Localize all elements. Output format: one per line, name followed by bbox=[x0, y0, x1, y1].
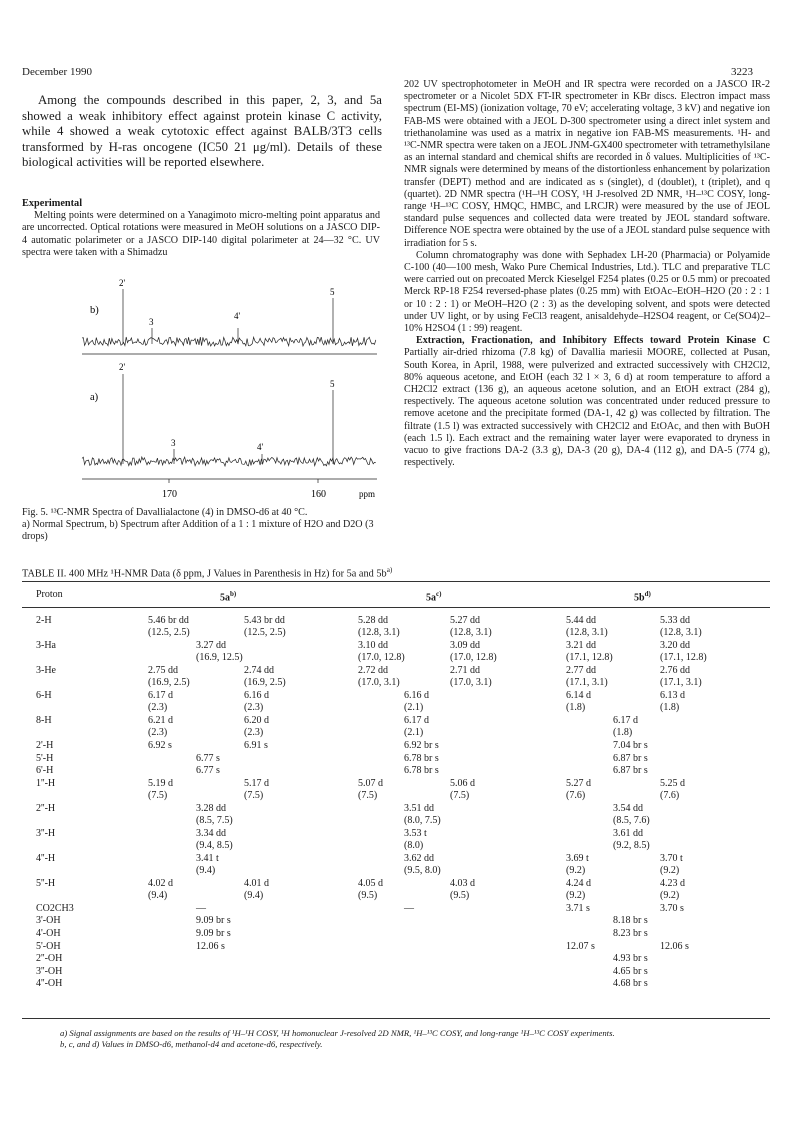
intro-text: Among the compounds described in this paper, 2, 3, and 5a showed a weak inhibitory effect against protein kinase C activity, while 4 showed a weak cytotoxic effect against BALB/3T3 cells transformed by H-ras oncogene (IC50 21 μg/ml). Details of these biological activities will be reported elsewhere. bbox=[22, 93, 382, 170]
shift-value: 3.53 t bbox=[404, 827, 427, 839]
shift-value: — bbox=[196, 902, 206, 914]
table-cell bbox=[148, 740, 172, 752]
shift-value: 2.74 dd bbox=[244, 665, 274, 676]
shift-value: 4.68 br s bbox=[613, 978, 648, 990]
coupling-constant: (12.5, 2.5) bbox=[244, 626, 286, 638]
shift-value: 6.77 s bbox=[196, 752, 220, 764]
table-cell bbox=[613, 978, 648, 990]
shift-value: — bbox=[404, 902, 414, 914]
table-header-rule bbox=[22, 607, 770, 608]
shift-value: 3.70 s bbox=[660, 902, 684, 914]
table-cell bbox=[660, 665, 702, 689]
table-cell bbox=[196, 903, 206, 915]
row-label: CO2CH3 bbox=[36, 902, 74, 914]
shift-value: 5.44 dd bbox=[566, 615, 596, 626]
coupling-constant: (12.5, 2.5) bbox=[148, 626, 190, 638]
column-header-5a-dmso bbox=[220, 589, 236, 604]
column-header-5a-dmso-text: 5a bbox=[220, 592, 230, 604]
running-header-date: December 1990 bbox=[22, 66, 92, 78]
shift-value: 6.78 br s bbox=[404, 765, 439, 777]
coupling-constant: (2.1) bbox=[404, 726, 424, 738]
coupling-constant: (7.5) bbox=[148, 789, 168, 801]
table-cell bbox=[613, 953, 648, 965]
shift-value: 6.14 d bbox=[566, 690, 591, 701]
coupling-constant: (9.2) bbox=[566, 864, 586, 876]
intro-paragraph bbox=[22, 93, 382, 171]
table-cell bbox=[196, 765, 220, 777]
row-label: 5''-H bbox=[36, 877, 56, 889]
coupling-constant: (1.8) bbox=[566, 701, 586, 713]
table-cell bbox=[404, 753, 439, 765]
peak-label-a-3: 3 bbox=[171, 438, 176, 448]
shift-value: 3.61 dd bbox=[613, 827, 643, 839]
row-label: 4''-OH bbox=[36, 978, 63, 990]
shift-value: 2.71 dd bbox=[450, 665, 480, 676]
extraction-heading: Extraction, Fractionation, and Inhibitory Effects toward Protein Kinase C bbox=[416, 335, 770, 347]
column-header-5b-acetone-mark: d) bbox=[644, 590, 651, 598]
table-cell bbox=[613, 715, 638, 739]
caption-line-2: a) Normal Spectrum, b) Spectrum after Addition of a 1 : 1 mixture of H2O and D2O (3 drops) bbox=[22, 519, 374, 543]
column-header-5b-acetone bbox=[634, 589, 651, 604]
shift-value: 5.27 d bbox=[566, 777, 591, 789]
table-cell bbox=[660, 615, 702, 639]
table-cell bbox=[244, 878, 269, 902]
table-cell bbox=[244, 615, 286, 639]
table-cell bbox=[196, 928, 231, 940]
shift-value: 5.33 dd bbox=[660, 615, 690, 626]
experimental-section bbox=[22, 198, 380, 259]
right-column-text bbox=[404, 79, 770, 470]
shift-value: 12.06 s bbox=[660, 940, 689, 952]
shift-value: 12.06 s bbox=[196, 940, 225, 952]
table-bottom-rule bbox=[22, 1018, 770, 1019]
coupling-constant: (9.4, 8.5) bbox=[196, 839, 233, 851]
table-cell bbox=[450, 665, 492, 689]
shift-value: 2.72 dd bbox=[358, 665, 388, 676]
coupling-constant: (9.2) bbox=[660, 864, 680, 876]
table-cell bbox=[196, 828, 233, 852]
shift-value: 6.17 d bbox=[148, 690, 173, 701]
shift-value: 5.17 d bbox=[244, 777, 269, 789]
shift-value: 6.92 s bbox=[148, 740, 172, 751]
shift-value: 4.05 d bbox=[358, 877, 383, 889]
shift-value: 3.51 dd bbox=[404, 802, 434, 814]
coupling-constant: (9.5) bbox=[358, 889, 378, 901]
experimental-paragraph-2: 202 UV spectrophotometer in MeOH and IR spectra were recorded on a JASCO IR-2 spectrometer or a Nicolet 5DX FT-IR spectrometer in KBr discs. Electron impact mass spectrum (EI-MS) (ionization voltage, 70 eV; accelerating voltage, 3 kV) and negative ion FAB-MS were obtained with a JEOL D-300 spectrometer using a direct inlet system and triethanolamine was used as a matrix in negative ion FAB-MS measurements. ¹H- and ¹³C-NMR spectra were taken on a JEOL JNM-GX400 spectrometer with tetramethylsilane as an internal standard and chemical shifts are recorded in δ values. Multiplicities of ¹³C-NMR signals were determined by means of the distortionless enhancement by polarization transfer (DEPT) method and are indicated as s (singlet), d (doublet), t (triplet), and q (quartet). 2D NMR spectra (¹H–¹H COSY, ¹H J-resolved 2D NMR, ¹H–¹³C COSY, long-range ¹H–¹³C COSY, HMQC, HMBC, and LRCJR) were measured by the use of JEOL standard pulse sequences and collected data were treated by JEOL standard software. Difference NOE spectra were obtained by the use of a JEOL standard pulse sequence with irradiation for 5 s. bbox=[404, 79, 770, 249]
shift-value: 3.41 t bbox=[196, 852, 219, 864]
peak-label-a-4prime: 4' bbox=[257, 442, 264, 452]
panel-b-label: b) bbox=[90, 305, 99, 316]
shift-value: 6.17 d bbox=[404, 715, 429, 726]
nmr-data-table bbox=[22, 581, 770, 1021]
table-cell bbox=[196, 753, 220, 765]
shift-value: 6.87 br s bbox=[613, 765, 648, 777]
coupling-constant: (12.8, 3.1) bbox=[566, 626, 608, 638]
shift-value: 4.03 d bbox=[450, 877, 475, 889]
row-label: 4'-OH bbox=[36, 928, 61, 939]
coupling-constant: (7.5) bbox=[450, 789, 470, 801]
table-cell bbox=[404, 803, 441, 827]
table-cell bbox=[404, 715, 429, 739]
shift-value: 3.27 dd bbox=[196, 640, 226, 651]
coupling-constant: (1.8) bbox=[660, 701, 680, 713]
shift-value: 6.78 br s bbox=[404, 752, 439, 764]
shift-value: 4.23 d bbox=[660, 877, 685, 889]
table-cell bbox=[148, 778, 173, 802]
coupling-constant: (9.2, 8.5) bbox=[613, 839, 650, 851]
table-cell bbox=[358, 640, 405, 664]
table-cell bbox=[148, 615, 190, 639]
coupling-constant: (8.0, 7.5) bbox=[404, 814, 441, 826]
axis-tick-label-170: 170 bbox=[162, 489, 177, 500]
coupling-constant: (8.5, 7.5) bbox=[196, 814, 233, 826]
coupling-constant: (8.5, 7.6) bbox=[613, 814, 650, 826]
row-label: 3'-OH bbox=[36, 915, 61, 927]
row-label: 6-H bbox=[36, 690, 52, 701]
row-label: 6'-H bbox=[36, 765, 54, 777]
coupling-constant: (7.5) bbox=[244, 789, 264, 801]
coupling-constant: (16.9, 2.5) bbox=[244, 676, 286, 688]
column-header-5a-methanol-mark: c) bbox=[436, 590, 442, 598]
table-title-text: TABLE II. 400 MHz ¹H-NMR Data (δ ppm, J Values in Parenthesis in Hz) for 5a and 5b bbox=[22, 568, 387, 580]
axis-tick-label-160: 160 bbox=[311, 489, 326, 500]
table-cell bbox=[613, 915, 648, 927]
shift-value: 3.20 dd bbox=[660, 640, 690, 651]
shift-value: 3.71 s bbox=[566, 902, 590, 914]
shift-value: 3.10 dd bbox=[358, 640, 388, 651]
coupling-constant: (9.2) bbox=[566, 889, 586, 901]
table-cell bbox=[566, 690, 591, 714]
row-label: 1''-H bbox=[36, 777, 56, 789]
peak-label-a-2prime: 2' bbox=[119, 362, 126, 372]
table-cell bbox=[613, 803, 650, 827]
shift-value: 6.91 s bbox=[244, 740, 268, 751]
table-cell bbox=[404, 690, 429, 714]
table-cell bbox=[450, 878, 475, 902]
footnote-a: a) Signal assignments are based on the results of ¹H–¹H COSY, ¹H homonuclear J-resolved 2D NMR, ¹H–¹³C COSY, and long-range ¹H–¹³C COSY experiments. bbox=[60, 1028, 615, 1038]
shift-value: 4.65 br s bbox=[613, 965, 648, 977]
peak-label-b-2prime: 2' bbox=[119, 278, 126, 288]
table-cell bbox=[566, 941, 595, 953]
coupling-constant: (7.6) bbox=[566, 789, 586, 801]
coupling-constant: (7.6) bbox=[660, 789, 680, 801]
table-cell bbox=[404, 765, 439, 777]
coupling-constant: (17.0, 12.8) bbox=[358, 651, 405, 663]
table-cell bbox=[244, 690, 269, 714]
shift-value: 5.06 d bbox=[450, 777, 475, 789]
row-label: 5'-H bbox=[36, 752, 54, 764]
table-cell bbox=[148, 878, 173, 902]
shift-value: 7.04 br s bbox=[613, 740, 648, 751]
row-label: 2'-H bbox=[36, 740, 54, 751]
table-cell bbox=[660, 640, 707, 664]
coupling-constant: (2.3) bbox=[244, 726, 264, 738]
table-cell bbox=[566, 903, 590, 915]
table-cell bbox=[244, 715, 269, 739]
table-cell bbox=[660, 903, 684, 915]
table-title-footnote-mark: a) bbox=[386, 566, 393, 574]
footnote-bcd: b, c, and d) Values in DMSO-d6, methanol-d4 and acetone-d6, respectively. bbox=[60, 1039, 323, 1049]
shift-value: 6.20 d bbox=[244, 715, 269, 726]
table-cell bbox=[450, 778, 475, 802]
experimental-heading: Experimental bbox=[22, 198, 83, 209]
table-cell bbox=[244, 778, 269, 802]
coupling-constant: (9.4) bbox=[196, 864, 216, 876]
experimental-paragraph-3: Column chromatography was done with Sephadex LH-20 (Pharmacia) or Polyamide C-100 (40—100 mesh, Wako Pure Chemical Industries, Ltd.). TLC and preparative TLC were carried out on precoated Merck Kieselgel F254 plates (0.25 or 0.5 mm) or precoated Merck RP-18 F254 reversed-phase plates (0.25 mm) with EtOAc–EtOH–H2O (20 : 2 : 1 or 10 : 2 : 1) or MeOH–H2O (2 : 3) as the developing solvent, and spots were detected under UV light, or by using FeCl3 reagent, anisaldehyde–H2SO4 reagent, or Ce(SO4)2–10% H2SO4 (1 : 99) reagent. bbox=[404, 249, 770, 335]
page-number: 3223 bbox=[731, 66, 753, 78]
table-cell bbox=[566, 665, 608, 689]
table-cell bbox=[196, 640, 243, 664]
table-cell bbox=[148, 715, 173, 739]
shift-value: 3.28 dd bbox=[196, 802, 226, 814]
table-cell bbox=[566, 778, 591, 802]
coupling-constant: (9.5) bbox=[450, 889, 470, 901]
table-cell bbox=[404, 903, 414, 915]
shift-value: 6.21 d bbox=[148, 715, 173, 726]
caption-line-1: Fig. 5. ¹³C-NMR Spectra of Davallialactone (4) in DMSO-d6 at 40 °C. bbox=[22, 507, 308, 518]
table-cell bbox=[566, 853, 589, 877]
extraction-body: Partially air-dried rhizoma (7.8 kg) of Davallia mariesii MOORE, collected at Pusan, South Korea, in April, 1988, were pulverized and extracted successively with CH2Cl2, 80% aqueous acetone, and EtOH (each 32 l × 3, 6 d) at room temperature to afford a CH2Cl2 extract (136 g), an aqueous acetone solution, and an EtOH extract (284 g), respectively. The aqueous acetone solution was concentrated under reduced pressure to remove acetone and the precipitate formed (DA-1, 42 g) was collected by filtration. The filtrate (1.5 l) was extracted successively with CH2Cl2 and EtOAc, and then with BuOH (each 1.5 l). Each extract and the remaining water layer were evaporated to dryness in vacuo to give fractions DA-2 (3.3 g), DA-3 (20 g), DA-4 (112 g), and DA-5 (774 g), respectively. bbox=[404, 347, 770, 469]
shift-value: 9.09 br s bbox=[196, 915, 231, 927]
shift-value: 6.16 d bbox=[404, 690, 429, 701]
shift-value: 5.19 d bbox=[148, 777, 173, 789]
coupling-constant: (12.8, 3.1) bbox=[660, 626, 702, 638]
table-cell bbox=[358, 778, 383, 802]
shift-value: 3.70 t bbox=[660, 852, 683, 864]
coupling-constant: (9.4) bbox=[148, 889, 168, 901]
coupling-constant: (17.1, 3.1) bbox=[660, 676, 702, 688]
spectrum-b bbox=[82, 289, 377, 354]
table-cell bbox=[148, 665, 190, 689]
shift-value: 12.07 s bbox=[566, 940, 595, 952]
coupling-constant: (16.9, 2.5) bbox=[148, 676, 190, 688]
coupling-constant: (8.0) bbox=[404, 839, 424, 851]
table-cell bbox=[244, 665, 286, 689]
row-label: 4''-H bbox=[36, 852, 56, 864]
table-cell bbox=[566, 878, 591, 902]
figure-caption bbox=[22, 507, 382, 543]
shift-value: 5.25 d bbox=[660, 777, 685, 789]
shift-value: 2.76 dd bbox=[660, 665, 690, 676]
row-label: 2''-H bbox=[36, 802, 56, 814]
row-label: 2''-OH bbox=[36, 953, 63, 965]
table-cell bbox=[358, 878, 383, 902]
coupling-constant: (17.1, 12.8) bbox=[660, 651, 707, 663]
table-cell bbox=[450, 640, 497, 664]
coupling-constant: (16.9, 12.5) bbox=[196, 651, 243, 663]
table-cell bbox=[660, 941, 689, 953]
coupling-constant: (1.8) bbox=[613, 726, 633, 738]
row-label: 3-Ha bbox=[36, 640, 56, 651]
experimental-paragraph-1: Melting points were determined on a Yanagimoto micro-melting point apparatus and are uncorrected. Optical rotations were measured in MeOH solutions on a JASCO DIP-4 automatic polarimeter or a JASCO DIP-140 digital polarimeter at 24—32 °C. UV spectra were taken with a Shimadzu bbox=[22, 210, 380, 258]
table-cell bbox=[660, 878, 685, 902]
extraction-paragraph bbox=[404, 335, 770, 469]
peak-label-b-5: 5 bbox=[330, 287, 335, 297]
peak-label-b-4prime: 4' bbox=[234, 311, 241, 321]
table-cell bbox=[613, 765, 648, 777]
table-cell bbox=[404, 740, 439, 752]
shift-value: 9.09 br s bbox=[196, 928, 231, 939]
nmr-spectrum-figure bbox=[22, 272, 380, 504]
shift-value: 6.16 d bbox=[244, 690, 269, 701]
shift-value: 6.87 br s bbox=[613, 752, 648, 764]
noise-trace-b bbox=[82, 337, 376, 346]
table-cell bbox=[660, 690, 685, 714]
table-cell bbox=[196, 853, 219, 877]
table-cell bbox=[148, 690, 173, 714]
axis-unit-ppm: ppm bbox=[359, 489, 376, 499]
shift-value: 5.28 dd bbox=[358, 615, 388, 626]
table-cell bbox=[613, 928, 648, 940]
coupling-constant: (17.0, 12.8) bbox=[450, 651, 497, 663]
shift-value: 3.34 dd bbox=[196, 827, 226, 839]
row-label: 5'-OH bbox=[36, 940, 61, 952]
shift-value: 5.27 dd bbox=[450, 615, 480, 626]
coupling-constant: (17.1, 3.1) bbox=[566, 676, 608, 688]
shift-value: 3.21 dd bbox=[566, 640, 596, 651]
coupling-constant: (17.0, 3.1) bbox=[358, 676, 400, 688]
table-cell bbox=[660, 853, 683, 877]
table-title bbox=[22, 566, 392, 579]
table-cell bbox=[613, 828, 650, 852]
coupling-constant: (17.1, 12.8) bbox=[566, 651, 613, 663]
shift-value: 8.18 br s bbox=[613, 915, 648, 927]
peak-label-b-3: 3 bbox=[149, 317, 154, 327]
shift-value: 3.62 dd bbox=[404, 852, 434, 864]
table-footnotes bbox=[60, 1028, 760, 1050]
shift-value: 5.07 d bbox=[358, 777, 383, 789]
column-header-5b-acetone-text: 5b bbox=[634, 592, 645, 604]
table-cell bbox=[450, 615, 492, 639]
shift-value: 8.23 br s bbox=[613, 928, 648, 939]
table-cell bbox=[613, 966, 648, 978]
column-header-5a-dmso-mark: b) bbox=[230, 590, 237, 598]
shift-value: 2.75 dd bbox=[148, 665, 178, 676]
shift-value: 5.46 br dd bbox=[148, 615, 189, 626]
shift-value: 3.54 dd bbox=[613, 802, 643, 814]
row-label: 3-He bbox=[36, 665, 56, 676]
column-header-5a-methanol bbox=[426, 589, 441, 604]
panel-a-label: a) bbox=[90, 392, 99, 403]
shift-value: 2.77 dd bbox=[566, 665, 596, 676]
table-cell bbox=[566, 615, 608, 639]
noise-trace-a bbox=[82, 457, 376, 466]
table-cell bbox=[404, 828, 427, 852]
coupling-constant: (12.8, 3.1) bbox=[358, 626, 400, 638]
table-cell bbox=[613, 740, 648, 752]
shift-value: 4.93 br s bbox=[613, 953, 648, 965]
peak-label-a-5: 5 bbox=[330, 379, 335, 389]
shift-value: 3.69 t bbox=[566, 852, 589, 864]
coupling-constant: (17.0, 3.1) bbox=[450, 676, 492, 688]
shift-value: 6.92 br s bbox=[404, 740, 439, 751]
column-header-5a-methanol-text: 5a bbox=[426, 592, 436, 604]
row-label: 3''-H bbox=[36, 827, 56, 839]
shift-value: 4.24 d bbox=[566, 877, 591, 889]
coupling-constant: (9.4) bbox=[244, 889, 264, 901]
table-cell bbox=[196, 941, 225, 953]
coupling-constant: (9.5, 8.0) bbox=[404, 864, 441, 876]
shift-value: 6.13 d bbox=[660, 690, 685, 701]
table-cell bbox=[613, 753, 648, 765]
table-top-rule bbox=[22, 581, 770, 582]
coupling-constant: (12.8, 3.1) bbox=[450, 626, 492, 638]
shift-value: 3.09 dd bbox=[450, 640, 480, 651]
table-cell bbox=[566, 640, 613, 664]
table-cell bbox=[404, 853, 441, 877]
spectrum-a bbox=[82, 374, 377, 483]
coupling-constant: (2.3) bbox=[148, 701, 168, 713]
row-label: 3''-OH bbox=[36, 965, 63, 977]
row-label: 2-H bbox=[36, 615, 52, 626]
table-cell bbox=[660, 778, 685, 802]
coupling-constant: (9.2) bbox=[660, 889, 680, 901]
coupling-constant: (7.5) bbox=[358, 789, 378, 801]
column-header-proton: Proton bbox=[36, 589, 63, 600]
coupling-constant: (2.1) bbox=[404, 701, 424, 713]
shift-value: 6.17 d bbox=[613, 715, 638, 726]
table-cell bbox=[244, 740, 268, 752]
row-label: 8-H bbox=[36, 715, 52, 726]
shift-value: 4.02 d bbox=[148, 877, 173, 889]
shift-value: 6.77 s bbox=[196, 765, 220, 777]
coupling-constant: (2.3) bbox=[148, 726, 168, 738]
table-cell bbox=[196, 803, 233, 827]
table-cell bbox=[196, 915, 231, 927]
shift-value: 5.43 br dd bbox=[244, 615, 285, 626]
coupling-constant: (2.3) bbox=[244, 701, 264, 713]
shift-value: 4.01 d bbox=[244, 877, 269, 889]
table-cell bbox=[358, 665, 400, 689]
table-cell bbox=[358, 615, 400, 639]
